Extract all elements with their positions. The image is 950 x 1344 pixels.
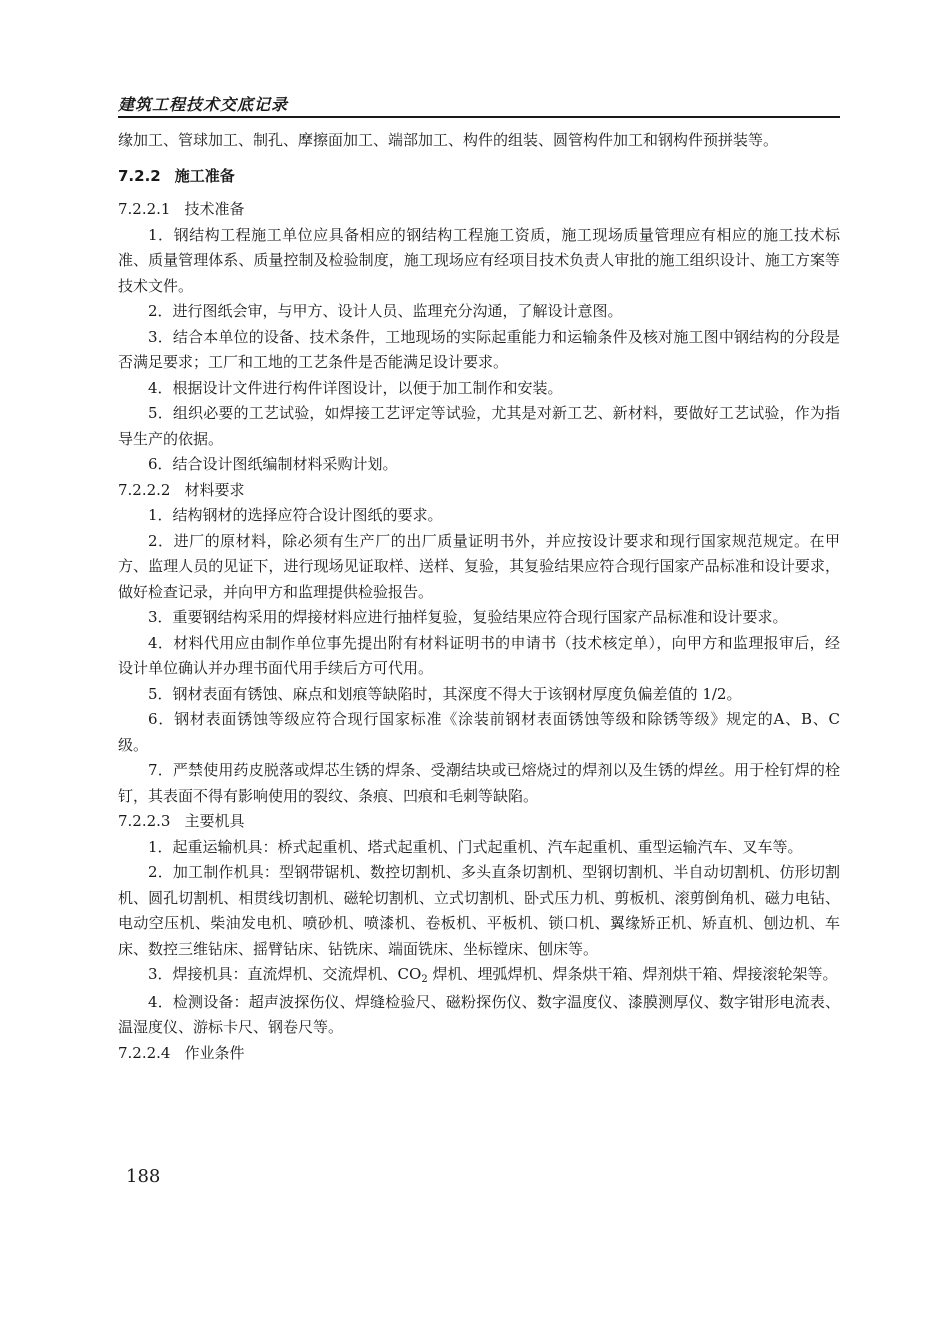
header-rule [118, 116, 840, 118]
body-text [118, 128, 840, 1066]
subsection-heading-7-2-2-3 [118, 809, 840, 835]
list-item [118, 962, 840, 990]
list-item: 2．进厂的原材料，除必须有生产厂的出厂质量证明书外，并应按设计要求和现行国家规范规定。在甲方、监理人员的见证下，进行现场见证取样、送样、复验，其复验结果应符合现行国家产品标准和设计要求，做好检查记录，并向甲方和监理提供检验报告。 [118, 531, 840, 601]
subsection-title: 材料要求 [184, 480, 245, 499]
subsection-title: 技术准备 [184, 200, 245, 218]
section-title: 施工准备 [174, 166, 235, 185]
subsection-title: 主要机具 [184, 812, 245, 830]
list-item: 5．钢材表面有锈蚀、麻点和划痕等缺陷时，其深度不得大于该钢材厚度负偏差值的 1/2。 [148, 684, 742, 703]
list-item: 1．钢结构工程施工单位应具备相应的钢结构工程施工资质，施工现场质量管理应有相应的施工技术标准、质量管理体系、质量控制及检验制度，施工现场应有经项目技术负责人审批的施工组织设计、施工方案等技术文件。 [118, 225, 840, 295]
running-header: 建筑工程技术交底记录 [118, 95, 289, 114]
subsection-number: 7.2.2.3 [118, 812, 171, 830]
page-number: 188 [126, 1166, 161, 1187]
list-item: 4．材料代用应由制作单位事先提出附有材料证明书的申请书（技术核定单），向甲方和监理报审后，经设计单位确认并办理书面代用手续后方可代用。 [118, 633, 840, 677]
subsection-heading-7-2-2-4 [118, 1041, 840, 1067]
subsection-number: 7.2.2.1 [118, 200, 171, 218]
subsection-number: 7.2.2.2 [118, 480, 171, 499]
list-item: 3．重要钢结构采用的焊接材料应进行抽样复验，复验结果应符合现行国家产品标准和设计要求。 [148, 608, 788, 626]
section-number: 7.2.2 [118, 166, 161, 185]
list-item: 2．进行图纸会审，与甲方、设计人员、监理充分沟通，了解设计意图。 [148, 302, 623, 320]
subscript: 2 [421, 974, 428, 985]
subsection-heading-7-2-2-1 [118, 197, 840, 223]
list-item: 5．组织必要的工艺试验，如焊接工艺评定等试验，尤其是对新工艺、新材料，要做好工艺试验，作为指导生产的依据。 [118, 404, 840, 448]
list-item: 3．结合本单位的设备、技术条件，工地现场的实际起重能力和运输条件及核对施工图中钢结构的分段是否满足要求；工厂和工地的工艺条件是否能满足设计要求。 [118, 327, 840, 371]
list-item: 2．加工制作机具：型钢带锯机、数控切割机、多头直条切割机、型钢切割机、半自动切割机、仿形切割机、圆孔切割机、相贯线切割机、磁轮切割机、立式切割机、卧式压力机、剪板机、滚剪倒角机、磁力电钻、电动空压机、柴油发电机、喷砂机、喷漆机、卷板机、平板机、锁口机、翼缘矫正机、矫直机、刨边机、车床、数控三维钻床、摇臂钻床、钻铣床、端面铣床、坐标镗床、刨床等。 [118, 863, 840, 958]
list-item: 7．严禁使用药皮脱落或焊芯生锈的焊条、受潮结块或已熔烧过的焊剂以及生锈的焊丝。用于栓钉焊的栓钉，其表面不得有影响使用的裂纹、条痕、凹痕和毛刺等缺陷。 [118, 761, 840, 805]
list-item: 6．钢材表面锈蚀等级应符合现行国家标准《涂装前钢材表面锈蚀等级和除锈等级》规定的A、B、C 级。 [118, 710, 840, 754]
subsection-title: 作业条件 [184, 1043, 245, 1062]
list-item: 4．根据设计文件进行构件详图设计，以便于加工制作和安装。 [148, 378, 563, 397]
section-heading-7-2-2 [118, 154, 840, 198]
list-item: 1．结构钢材的选择应符合设计图纸的要求。 [148, 506, 443, 524]
subsection-number: 7.2.2.4 [118, 1043, 171, 1062]
paragraph-continuation: 缘加工、管球加工、制孔、摩擦面加工、端部加工、构件的组装、圆管构件加工和钢构件预拼装等。 [118, 131, 779, 149]
list-item-text: 焊机、埋弧焊机、焊条烘干箱、焊剂烘干箱、焊接滚轮架等。 [427, 965, 838, 983]
list-item-text: 3．焊接机具：直流焊机、交流焊机、CO [148, 965, 422, 983]
subsection-heading-7-2-2-2 [118, 478, 840, 504]
list-item: 4．检测设备：超声波探伤仪、焊缝检验尺、磁粉探伤仪、数字温度仪、漆膜测厚仪、数字钳形电流表、温湿度仪、游标卡尺、钢卷尺等。 [118, 992, 840, 1036]
list-item: 1．起重运输机具：桥式起重机、塔式起重机、门式起重机、汽车起重机、重型运输汽车、叉车等。 [148, 837, 803, 856]
list-item: 6．结合设计图纸编制材料采购计划。 [148, 455, 398, 473]
